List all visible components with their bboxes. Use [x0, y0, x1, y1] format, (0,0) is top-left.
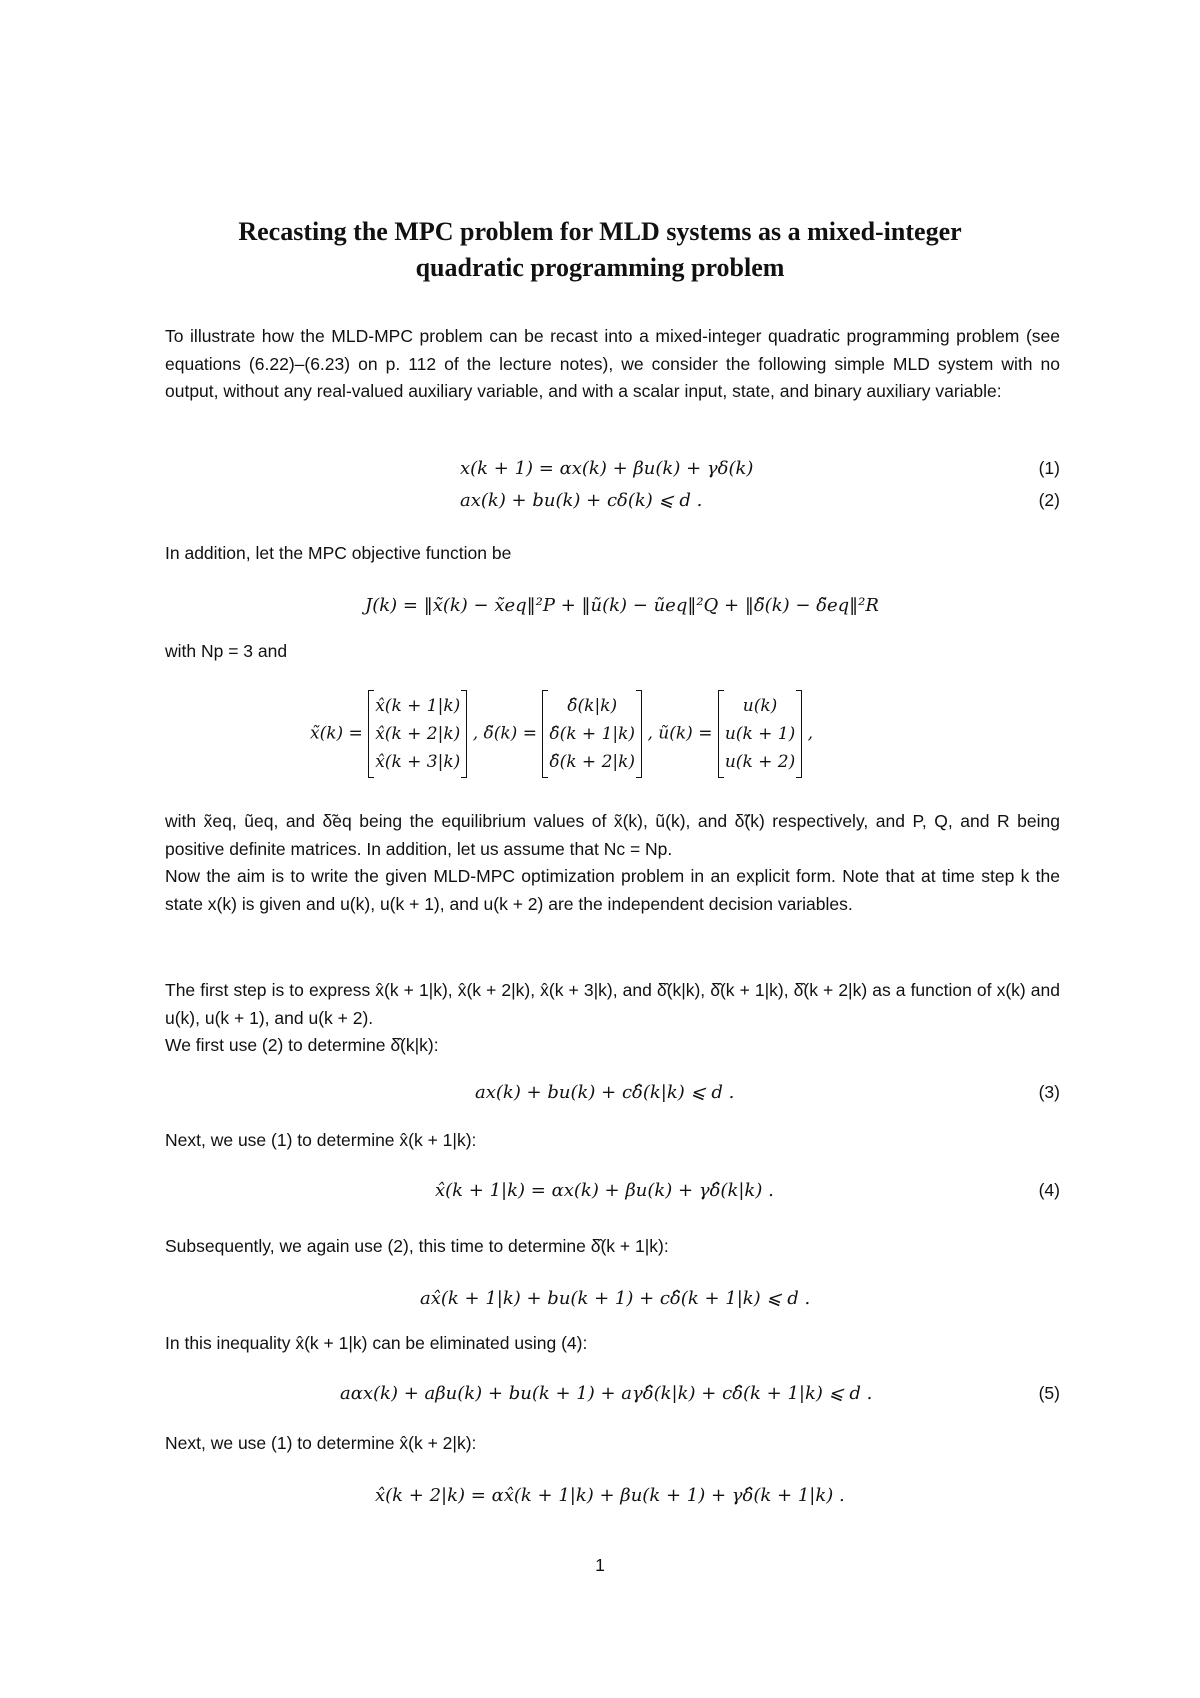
equilibrium-text: with x̃eq, ũeq, and δ̃eq being the equilibrium values of x̃(k), ũ(k), and δ̃(k) respectively, and P, Q, and R being positive definite matrices. In addition, let us assume that Nc = Np. [165, 811, 1060, 859]
equation-4 [165, 1180, 1060, 1210]
next-1-text: Next, we use (1) to determine x̂(k + 1|k): [165, 1130, 477, 1150]
u-vector-row: u(k + 2) [724, 752, 796, 772]
page-title [120, 214, 1080, 286]
next-2 [165, 1430, 1060, 1458]
equation-1-number: (1) [1038, 458, 1060, 478]
vector-tail: , [807, 723, 814, 744]
equation-4-number: (4) [1038, 1180, 1060, 1200]
delta-vector-label: , δ̃(k) = [472, 723, 537, 744]
equation-2-number: (2) [1038, 490, 1060, 510]
equation-3-number: (3) [1038, 1082, 1060, 1102]
x-vector-matrix [368, 690, 467, 778]
equation-2-expression: ax(k) + bu(k) + cδ(k) ⩽ d . [460, 490, 703, 511]
x-vector-row: x̂(k + 1|k) [375, 696, 461, 716]
intro-text: To illustrate how the MLD-MPC problem can be recast into a mixed-integer quadratic programming problem (see equations (6.22)–(6.23) on p. 112 of the lecture notes), we consider the following simple MLD system with no output, without any real-valued auxiliary variable, and with a scalar input, state, and binary auxiliary variable: [165, 326, 1060, 401]
x-vector-row: x̂(k + 2|k) [375, 724, 461, 744]
equilibrium-paragraph [165, 808, 1060, 918]
u-vector-label: , ũ(k) = [647, 723, 713, 744]
inequality-equation [165, 1288, 1060, 1318]
equation-5-number: (5) [1038, 1383, 1060, 1403]
equation-2 [165, 490, 1060, 520]
delta-vector-row: δ̂(k|k) [567, 696, 618, 716]
x-vector-row: x̂(k + 3|k) [375, 752, 461, 772]
eliminated-text: In this inequality x̂(k + 1|k) can be eliminated using (4): [165, 1333, 588, 1353]
delta-vector-row: δ̂(k + 1|k) [549, 724, 636, 744]
page-number: 1 [595, 1555, 605, 1575]
next-2-text: Next, we use (1) to determine x̂(k + 2|k): [165, 1433, 477, 1453]
first-step-paragraph [165, 977, 1060, 1060]
aim-text: Now the aim is to write the given MLD-MPC optimization problem in an explicit form. Note that at time step k the state x(k) is given and u(k), u(k + 1), and u(k + 2) are the independent decision variables. [165, 866, 1060, 914]
equation-3 [165, 1082, 1060, 1112]
title-line-1: Recasting the MPC problem for MLD systems as a mixed-integer [238, 217, 962, 246]
equation-4-expression: x̂(k + 1|k) = αx(k) + βu(k) + γδ̂(k|k) . [435, 1180, 774, 1201]
equation-1 [165, 458, 1060, 488]
equation-3-expression: ax(k) + bu(k) + cδ̂(k|k) ⩽ d . [475, 1082, 735, 1103]
objective-expression: J(k) = ‖x̃(k) − x̃eq‖²P + ‖ũ(k) − ũeq‖²Q + ‖δ̃(k) − δ̃eq‖²R [365, 595, 879, 616]
np-line [165, 638, 1060, 666]
title-line-2: quadratic programming problem [415, 253, 785, 282]
vector-definitions [310, 690, 813, 778]
equation-1-expression: x(k + 1) = αx(k) + βu(k) + γδ(k) [460, 458, 754, 479]
np-text: with Np = 3 and [165, 641, 288, 661]
u-vector-row: u(k + 1) [724, 724, 796, 744]
objective-intro [165, 540, 1060, 568]
objective-intro-text: In addition, let the MPC objective function be [165, 543, 512, 563]
eliminated-line [165, 1330, 1060, 1358]
u-vector-row: u(k) [742, 696, 778, 716]
equation-6-expression: x̂(k + 2|k) = αx̂(k + 1|k) + βu(k + 1) + γδ̂(k + 1|k) . [375, 1485, 845, 1506]
x-vector-label: x̃(k) = [310, 723, 363, 744]
delta-vector-row: δ̂(k + 2|k) [549, 752, 636, 772]
equation-6 [165, 1485, 1060, 1515]
objective-equation [165, 595, 1060, 625]
intro-paragraph [165, 323, 1060, 406]
first-step-text: The first step is to express x̂(k + 1|k), x̂(k + 2|k), x̂(k + 3|k), and δ̂(k|k), δ̂(k + 1|k), δ̂(k + 2|k) as a function of x(k) and u(k), u(k + 1), and u(k + 2). [165, 980, 1060, 1028]
inequality-expression: ax̂(k + 1|k) + bu(k + 1) + cδ̂(k + 1|k) ⩽ d . [420, 1288, 811, 1309]
next-1 [165, 1127, 1060, 1155]
delta-vector-matrix [542, 690, 642, 778]
first-use-text: We first use (2) to determine δ̂(k|k): [165, 1035, 439, 1055]
subsequently-line [165, 1233, 1060, 1261]
equation-5 [165, 1383, 1060, 1413]
u-vector-matrix [718, 690, 802, 778]
subsequently-text: Subsequently, we again use (2), this time to determine δ̂(k + 1|k): [165, 1236, 669, 1256]
equation-5-expression: aαx(k) + aβu(k) + bu(k + 1) + aγδ̂(k|k) + cδ̂(k + 1|k) ⩽ d . [340, 1383, 873, 1404]
